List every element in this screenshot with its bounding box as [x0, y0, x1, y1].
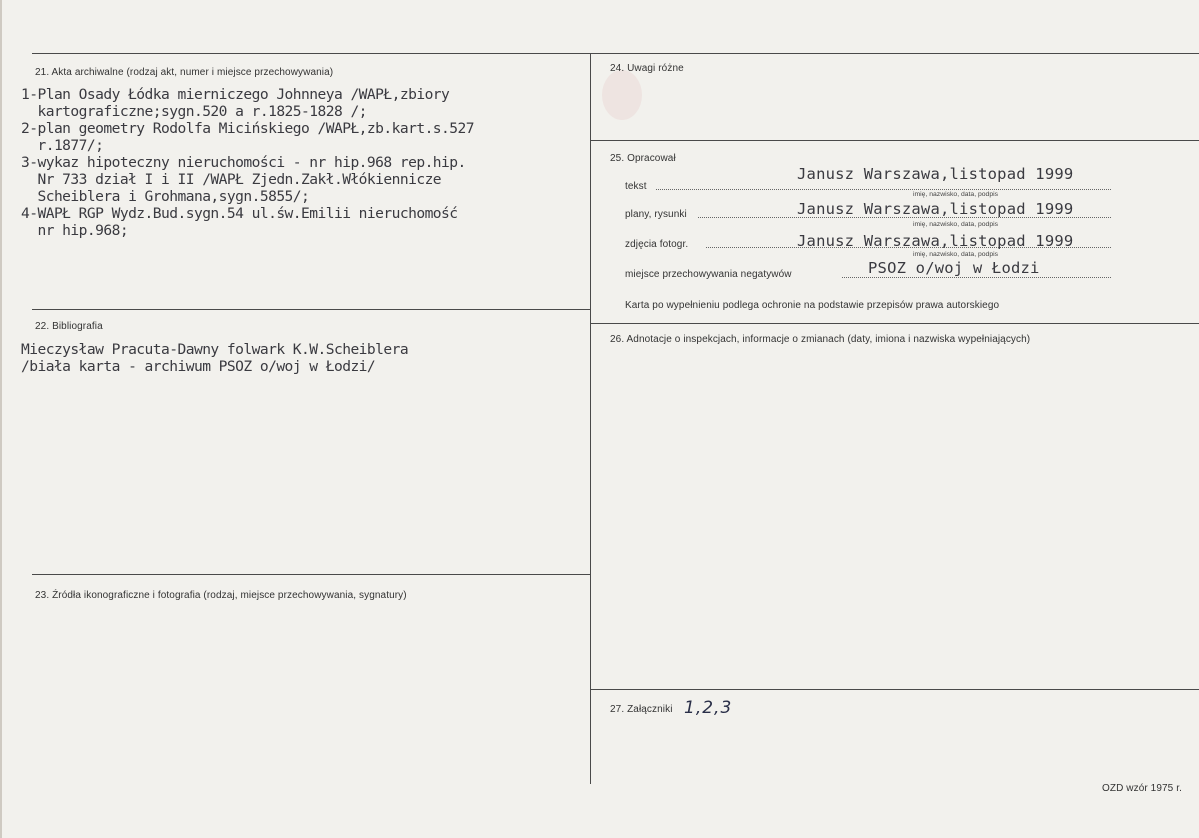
author-photos-label: zdjęcia fotogr. — [625, 239, 689, 250]
section-26-label: 26. Adnotacje o inspekcjach, informacje o zmianach (daty, imiona i nazwiska wypełniających) — [610, 334, 1031, 345]
archive-line-2: kartograficzne;sygn.520 a r.1825-1828 /; — [21, 103, 367, 120]
author-text-caption: imię, nazwisko, data, podpis — [913, 191, 999, 198]
section-21-text — [21, 86, 474, 239]
archive-line-3: 2-plan geometry Rodolfa Micińskiego /WAPŁ,zb.kart.s.527 — [21, 120, 474, 137]
rule-22-23 — [32, 574, 590, 575]
section-21-label: 21. Akta archiwalne (rodzaj akt, numer i miejsce przechowywania) — [35, 67, 334, 78]
bibliography-line-2: /biała karta - archiwum PSOZ o/woj w Łodzi/ — [21, 358, 376, 375]
archive-line-8: 4-WAPŁ RGP Wydz.Bud.sygn.54 ul.św.Emilii nieruchomość — [21, 205, 458, 222]
copyright-note: Karta po wypełnieniu podlega ochronie na podstawie przepisów prawa autorskiego — [625, 300, 1000, 311]
negatives-label: miejsce przechowywania negatywów — [625, 269, 792, 280]
section-27-label: 27. Załączniki — [610, 704, 673, 715]
author-photos-value: Janusz Warszawa,listopad 1999 — [797, 232, 1074, 250]
bibliography-line-1: Mieczysław Pracuta-Dawny folwark K.W.Scheiblera — [21, 341, 409, 358]
section-24-label: 24. Uwagi różne — [610, 63, 684, 74]
negatives-dots — [842, 277, 1111, 278]
paper-stain — [602, 70, 642, 120]
section-22-label: 22. Bibliografia — [35, 321, 103, 332]
attachments-handwritten: 1,2,3 — [684, 698, 733, 718]
author-text-label: tekst — [625, 181, 647, 192]
rule-26-27 — [591, 689, 1199, 690]
top-rule — [32, 53, 1199, 54]
rule-24-25 — [591, 140, 1199, 141]
author-drawings-label: plany, rysunki — [625, 209, 687, 220]
rule-25-26 — [591, 323, 1199, 324]
archive-line-7: Scheiblera i Grohmana,sygn.5855/; — [21, 188, 310, 205]
author-photos-caption: imię, nazwisko, data, podpis — [913, 251, 999, 258]
author-drawings-value: Janusz Warszawa,listopad 1999 — [797, 200, 1074, 218]
author-drawings-caption: imię, nazwisko, data, podpis — [913, 221, 999, 228]
author-text-value: Janusz Warszawa,listopad 1999 — [797, 165, 1074, 183]
section-23-label: 23. Źródła ikonograficzne i fotografia (rodzaj, miejsce przechowywania, sygnatury) — [35, 590, 407, 601]
author-text-dots — [656, 189, 1111, 190]
archive-line-4: r.1877/; — [21, 137, 104, 154]
negatives-value: PSOZ o/woj w Łodzi — [868, 259, 1040, 277]
archive-line-5: 3-wykaz hipoteczny nieruchomości - nr hip.968 rep.hip. — [21, 154, 466, 171]
archive-line-6: Nr 733 dział I i II /WAPŁ Zjedn.Zakł.Włókiennicze — [21, 171, 442, 188]
archive-line-9: nr hip.968; — [21, 222, 129, 239]
center-divider — [590, 53, 591, 784]
archive-line-1: 1-Plan Osady Łódka mierniczego Johnneya /WAPŁ,zbiory — [21, 86, 450, 103]
rule-21-22 — [32, 309, 590, 310]
section-25-label: 25. Opracował — [610, 153, 676, 164]
form-id: OZD wzór 1975 r. — [1102, 783, 1182, 794]
